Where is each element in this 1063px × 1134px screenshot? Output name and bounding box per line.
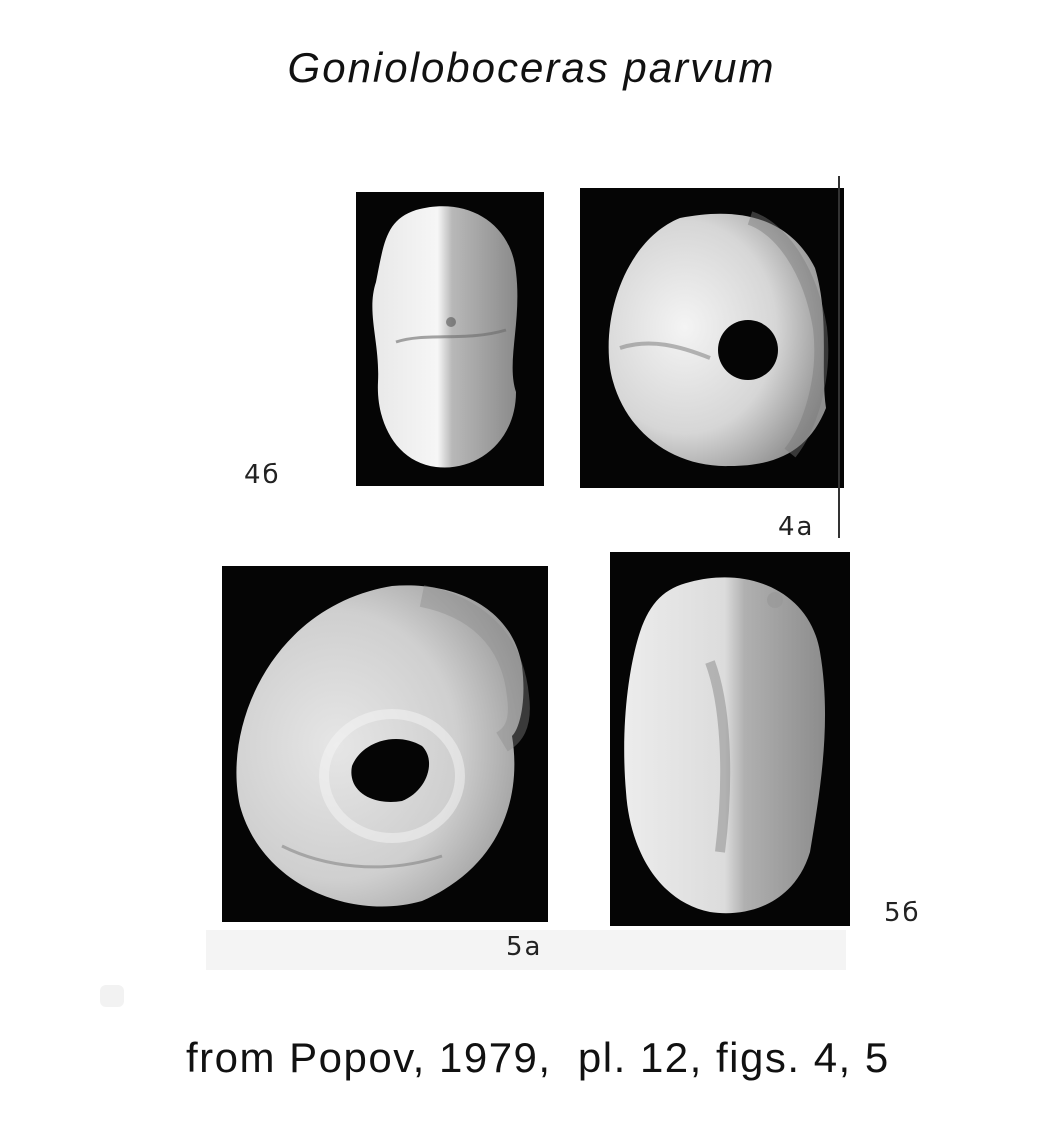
plate-edge-line (838, 176, 840, 538)
figure-label-4b: 4б (244, 460, 281, 490)
fossil-photo-5b (610, 552, 850, 926)
figure-label-5a: 5a (506, 932, 543, 962)
page-title: Gonioloboceras parvum (287, 44, 776, 91)
fossil-photo-5a (222, 566, 548, 922)
fossil-photo-4b (356, 192, 544, 486)
figure-label-4a: 4a (778, 512, 815, 542)
fossil-photo-4a (580, 188, 844, 488)
scan-smudge (100, 985, 124, 1007)
figure-label-5b: 5б (884, 898, 921, 928)
source-caption: from Popov, 1979, pl. 12, figs. 4, 5 (186, 1034, 890, 1081)
